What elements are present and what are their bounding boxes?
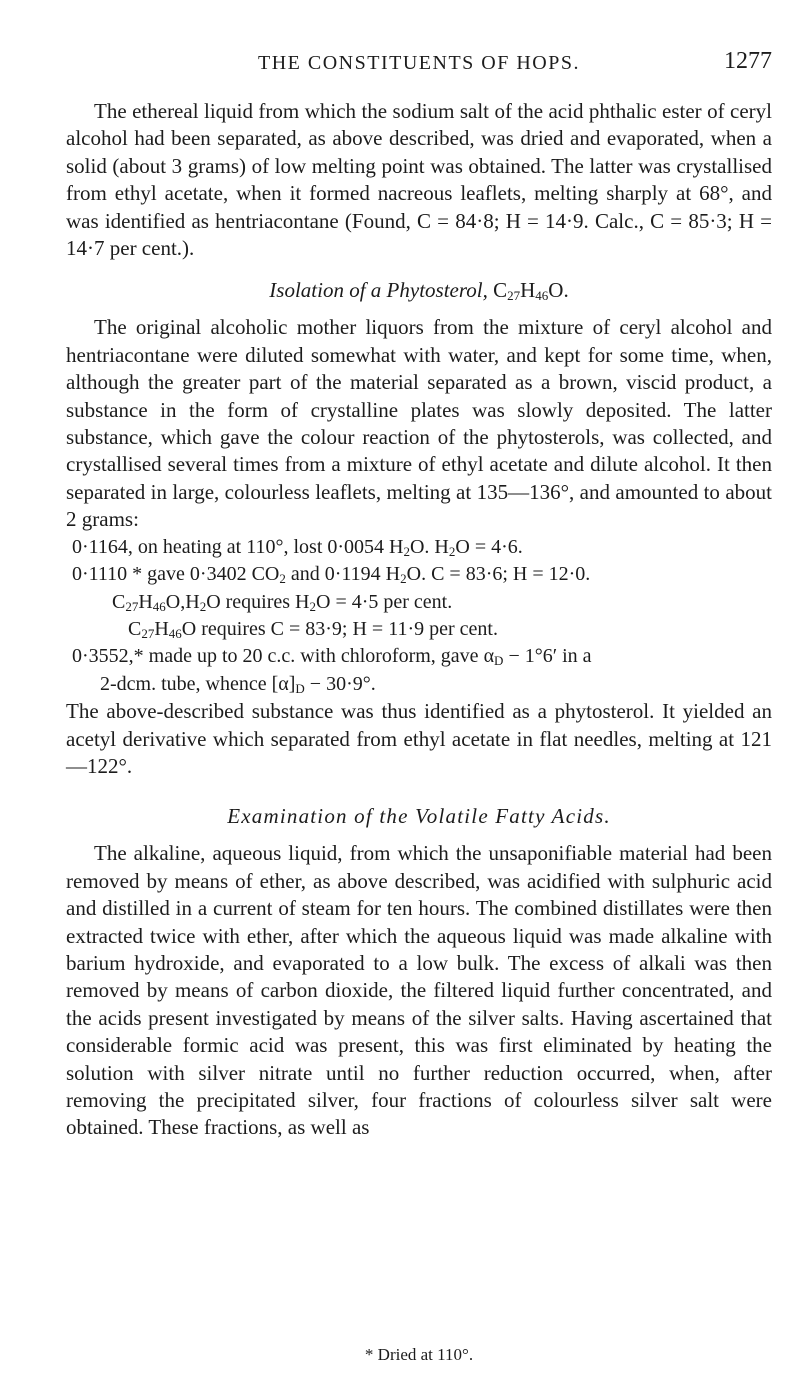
section-heading-phytosterol: Isolation of a Phytosterol, $C_{27}H_{46}O$. <box>269 278 569 304</box>
paragraph-hentriacontane: The ethereal liquid from which the sodium salt of the acid phthalic ester of ceryl alcohol had been separated, as above described, was dried and evaporated, when a solid (about 3 grams) of low melting point was obtained. The latter was crystallised from ethyl acetate, when it formed nacreous leaflets, melting sharply at 68°, and was identified as hentriacontane (Found, C = 84·8; H = 14·9. Calc., C = 85·3; H = 14·7 per cent.). <box>66 99 772 261</box>
analysis-line-rotation: 0·3552,* made up to 20 c.c. with chloroform, gave $\alpha_D - 1^\circ 6'$ in a <box>72 645 592 669</box>
page-header <box>66 48 772 78</box>
footnote: * Dried at 110°. <box>364 1345 474 1364</box>
analysis-line-hydrate-requires: $C_{27}H_{46}O,H_2O$ requires $H_2O = 4\cdot 5$ per cent. <box>112 590 453 614</box>
page-number: 1277 <box>724 48 772 74</box>
paragraph-volatile-acids: The alkaline, aqueous liquid, from which the unsaponifiable material had been removed by means of ether, as above described, was acidified with sulphuric acid and distilled in a current of steam for ten hours. The combined distillates were then extracted twice with ether, after which the aqueous liquid was made alkaline with barium hydroxide, and evaporated to a low bulk. The excess of alkali was then removed by means of carbon dioxide, the filtered liquid further concentrated, and the acids present investigated by means of the silver salts. Having ascertained that considerable formic acid was present, this was first eliminated by heating the solution with silver nitrate until no further reduction occurred, when, after removing the precipitated silver, four fractions of colourless silver salt were obtained. These fractions, as well as <box>66 841 772 1140</box>
page-body <box>66 98 772 1142</box>
paragraph-phytosterol-identified: The above-described substance was thus identified as a phytosterol. It yielded an acetyl derivative which separated from ethyl acetate in flat needles, melting at 121—122°. <box>66 699 772 778</box>
analysis-line-specific-rotation: 2-dcm. tube, whence $[\alpha]_D - 30\cdot 9^\circ$. <box>100 672 376 696</box>
section-heading-volatile-acids: Examination of the Volatile Fatty Acids. <box>227 804 611 829</box>
analysis-line-water-loss: 0·1164, on heating at 110°, lost 0·0054 $H_2O$. $H_2O = 4\cdot 6$. <box>72 535 523 559</box>
analysis-line-combustion: 0·1110 * gave 0·3402 $CO_2$ and 0·1194 $H_2O$. C = 83·6; H = 12·0. <box>72 563 591 587</box>
paragraph-phytosterol-isolation: The original alcoholic mother liquors from the mixture of ceryl alcohol and hentriacontane were diluted somewhat with water, and kept for some time, when, although the greater part of the material separated as a brown, viscid product, a substance in the form of crystalline plates was slowly deposited. The latter substance, which gave the colour reaction of the phytosterols, was collected, and crystallised several times from a mixture of ethyl acetate and dilute alcohol. It then separated in large, colourless leaflets, melting at 135—136°, and amounted to about 2 grams: <box>66 315 772 532</box>
analysis-line-anhydrous-requires: $C_{27}H_{46}O$ requires C = 83·9; H = 11·9 per cent. <box>128 617 498 641</box>
analysis-data-block <box>66 534 772 698</box>
running-head: THE CONSTITUENTS OF HOPS. <box>258 52 580 74</box>
